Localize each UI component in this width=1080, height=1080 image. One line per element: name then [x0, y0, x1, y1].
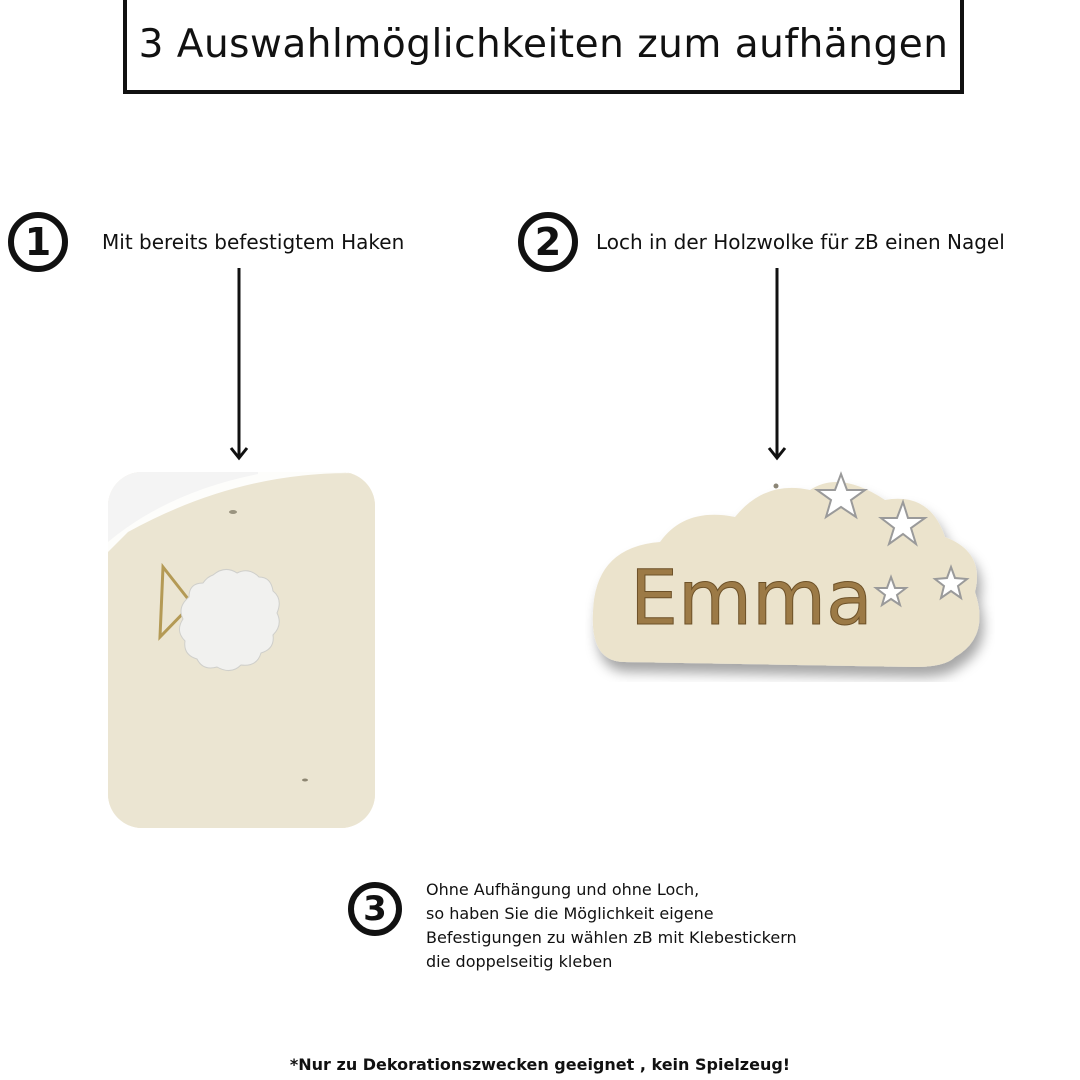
step-3-line: so haben Sie die Möglichkeit eigene — [426, 904, 714, 923]
arrow-down-icon — [229, 268, 249, 464]
arrow-down-icon — [767, 268, 787, 464]
page-title: 3 Auswahlmöglichkeiten zum aufhängen — [138, 21, 949, 67]
title-box — [123, 0, 964, 94]
step-2-label: Loch in der Holzwolke für zB einen Nagel — [596, 230, 1005, 254]
step-2-number: 2 — [534, 220, 562, 264]
step-3-line: Ohne Aufhängung und ohne Loch, — [426, 880, 700, 899]
step-2-badge — [518, 212, 578, 272]
hook-photo — [108, 472, 375, 828]
step-3-text — [426, 878, 846, 974]
step-3-number: 3 — [363, 889, 387, 929]
disclaimer-footer: *Nur zu Dekorationszwecken geeignet , kein Spielzeug! — [289, 1055, 791, 1074]
step-3-line: die doppelseitig kleben — [426, 952, 613, 971]
step-3-line: Befestigungen zu wählen zB mit Klebestickern — [426, 928, 797, 947]
cloud-name-text: Emma — [630, 553, 873, 642]
step-3-badge — [348, 882, 402, 936]
step-1-number: 1 — [24, 220, 52, 264]
step-1-label: Mit bereits befestigtem Haken — [102, 230, 405, 254]
step-1-badge — [8, 212, 68, 272]
cloud-photo — [585, 462, 995, 682]
